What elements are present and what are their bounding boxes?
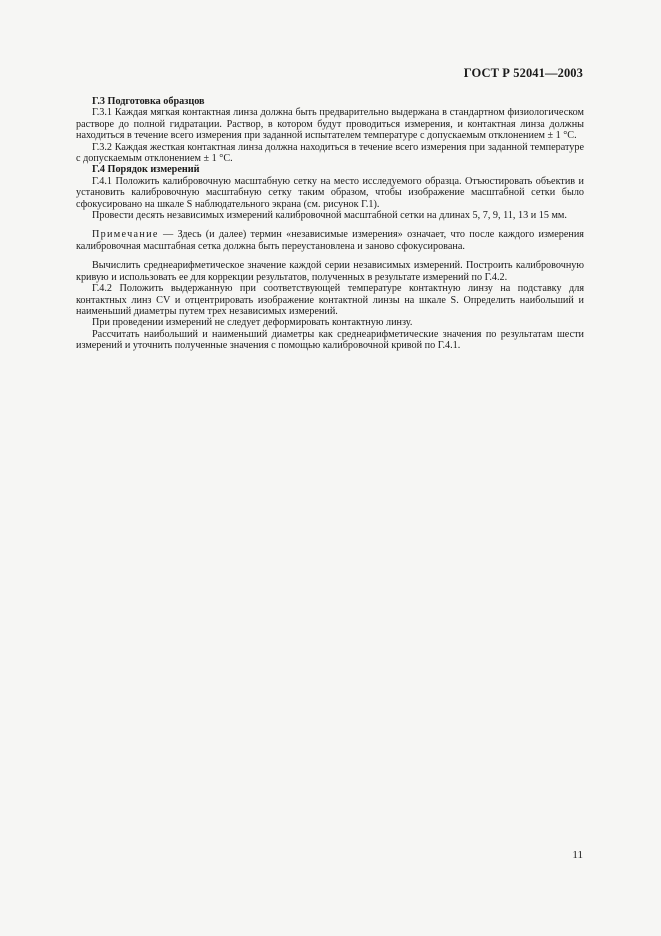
note [76, 229, 584, 252]
page-number: 11 [572, 849, 583, 861]
paragraph-g3-1: Г.3.1 Каждая мягкая контактная линза должна быть предварительно выдержана в стандартном физиологическом растворе до полной гидратации. Раствор, в котором будут проводиться измерения, и контактная линза должны находиться в течение всего измерения при заданной испытателем температуре с допускаемым отклонением ± 1 °С. [76, 107, 584, 142]
paragraph-g4-1: Г.4.1 Положить калибровочную масштабную сетку на место исследуемого образца. Отъюстировать объектив и установить калибровочную масштабную сетку таким образом, чтобы изображение масштабной сетки было сфокусировано на шкале S наблюдательного экрана (см. рисунок Г.1). [76, 175, 584, 210]
document-body [76, 96, 584, 352]
standard-header: ГОСТ Р 52041—2003 [463, 66, 583, 80]
note-label: Примечание [92, 229, 159, 241]
paragraph-g3-2: Г.3.2 Каждая жесткая контактная линза должна находиться в течение всего измерения при заданной температуре с допускаемым отклонением ± 1 °С. [76, 141, 584, 165]
paragraph-g4-1c: Вычислить среднеарифметическое значение каждой серии независимых измерений. Построить калибровочную кривую и использовать ее для коррекции результатов, полученных в результате измерений по Г.4.2. [76, 260, 584, 283]
paragraph-g4-2c: Рассчитать наибольший и наименьший диаметры как среднеарифметические значения по результатам шести измерений и уточнить полученные значения с помощью калибровочной кривой по Г.4.1. [76, 328, 584, 352]
note-text: — Здесь (и далее) термин «независимые измерения» означает, что после каждого измерения калибровочная масштабная сетка должна быть переустановлена и заново сфокусирована. [76, 229, 584, 252]
section-heading-g4: Г.4 Порядок измерений [92, 164, 200, 176]
paragraph-g4-1b: Провести десять независимых измерений калибровочной масштабной сетки на длинах 5, 7, 9, 11, 13 и 15 мм. [92, 210, 567, 222]
paragraph-g4-2b: При проведении измерений не следует деформировать контактную линзу. [92, 317, 413, 329]
section-heading-g3: Г.3 Подготовка образцов [92, 96, 205, 107]
paragraph-g4-2: Г.4.2 Положить выдержанную при соответствующей температуре контактную линзу на подставку для контактных линз CV и отцентрировать изображение контактной линзы на шкале S. Определить наибольший и наименьший диаметры путем трех независимых измерений. [76, 283, 584, 317]
spacer [76, 221, 584, 229]
spacer [76, 252, 584, 260]
